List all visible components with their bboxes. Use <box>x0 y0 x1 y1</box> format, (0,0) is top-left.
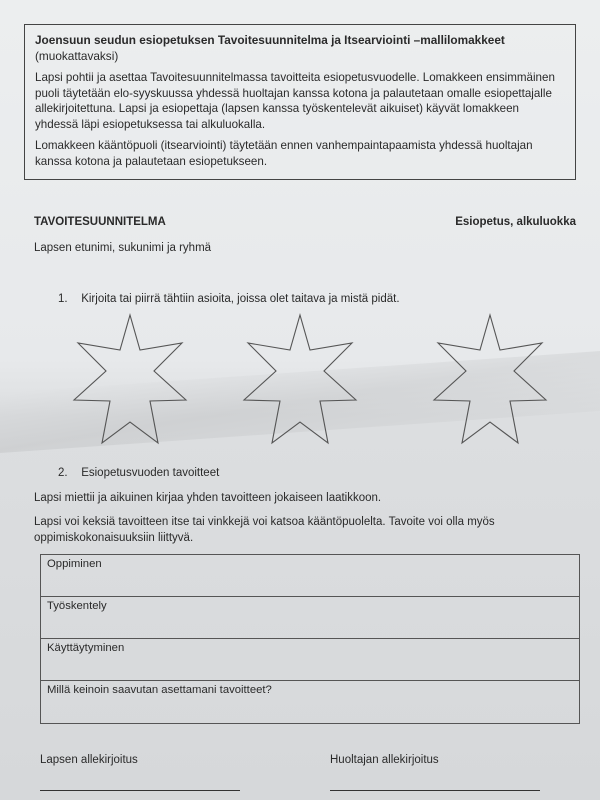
section-heading: TAVOITESUUNNITELMA <box>34 216 166 228</box>
goal-row-label: Millä keinoin saavutan asettamani tavoitteet? <box>47 684 272 696</box>
question-2-instruction-2: Lapsi voi keksiä tavoitteen itse tai vinkkejä voi katsoa kääntöpuolelta. Tavoite voi olla myös oppimiskokonaisuuksiin liittyvä. <box>34 516 495 544</box>
goals-table <box>40 554 580 724</box>
section-grade-label: Esiopetus, alkuluokka <box>455 216 576 228</box>
goal-row-means[interactable] <box>41 681 579 723</box>
goal-row-working[interactable] <box>41 597 579 639</box>
info-paragraph-1: Lapsi pohtii ja asettaa Tavoitesuunnitelmassa tavoitteita esiopetusvuodelle. Lomakkeen ensimmäinen puoli täytetään elo-syyskuussa yhdessä huoltajan kanssa kotona ja palautetaan omalle esiopettajalle allekirjoitettuna. Lapsi ja esiopettaja (lapsen kanssa työskentelevät aikuiset) käyvät lomakkeen yhdessä läpi esiopetuksessa tai alkuluokalla. <box>35 71 555 131</box>
goal-row-label: Työskentely <box>47 600 107 612</box>
question-2-instruction-1: Lapsi miettii ja aikuinen kirjaa yhden tavoitteen jokaiseen laatikkoon. <box>34 492 382 504</box>
goal-row-learning[interactable] <box>41 555 579 597</box>
star-drawing-area-1[interactable] <box>74 315 186 443</box>
guardian-signature-line[interactable] <box>330 790 540 791</box>
goal-row-label: Oppiminen <box>47 558 102 570</box>
question-1-text: Kirjoita tai piirrä tähtiin asioita, joissa olet taitava ja mistä pidät. <box>81 293 400 305</box>
goal-row-label: Käyttäytyminen <box>47 642 125 654</box>
question-2-number: 2. <box>58 467 68 479</box>
question-2 <box>58 467 219 479</box>
question-1-number: 1. <box>58 293 68 305</box>
child-name-label: Lapsen etunimi, sukunimi ja ryhmä <box>34 242 212 254</box>
question-2-text: Esiopetusvuoden tavoitteet <box>81 467 220 479</box>
child-signature-label: Lapsen allekirjoitus <box>40 754 138 766</box>
star-drawing-area-3[interactable] <box>434 315 546 443</box>
form-title-note: (muokattavaksi) <box>35 48 119 63</box>
info-paragraph-2: Lomakkeen kääntöpuoli (itsearviointi) täytetään ennen vanhempaintapaamista yhdessä huoltajan kanssa kotona ja palautetaan esiopetukseen. <box>35 139 533 168</box>
form-title-text: Joensuun seudun esiopetuksen Tavoitesuunnitelma ja Itsearviointi –mallilomakkeet <box>35 33 505 47</box>
star-drawing-area-2[interactable] <box>244 315 356 443</box>
goal-row-behavior[interactable] <box>41 639 579 681</box>
guardian-signature-label: Huoltajan allekirjoitus <box>330 754 439 766</box>
child-signature-line[interactable] <box>40 790 240 791</box>
